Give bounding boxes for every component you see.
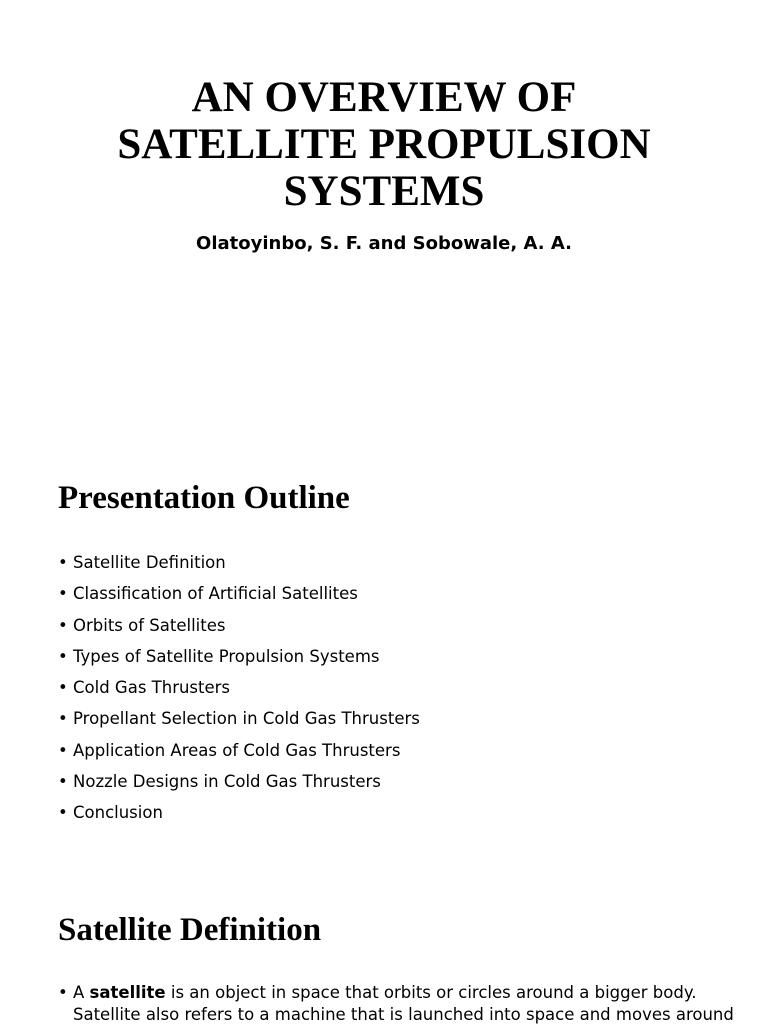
definition-heading: Satellite Definition: [58, 912, 322, 948]
outline-item-label: Orbits of Satellites: [73, 615, 226, 635]
outline-item: [58, 706, 420, 737]
bullet-icon: •: [58, 615, 68, 635]
outline-item: [58, 550, 420, 581]
outline-item: [58, 738, 420, 769]
outline-slide: [0, 434, 768, 868]
bullet-icon: •: [58, 803, 68, 823]
outline-item-label: Nozzle Designs in Cold Gas Thrusters: [73, 772, 381, 792]
title-line-3: SYSTEMS: [283, 168, 485, 215]
title-line-2: SATELLITE PROPULSION: [117, 121, 651, 168]
outline-item-label: Satellite Definition: [73, 553, 226, 572]
outline-item-label: Cold Gas Thrusters: [73, 678, 231, 698]
outline-item: [58, 581, 420, 612]
outline-item-label: Classification of Artificial Satellites: [73, 584, 358, 604]
presentation-title: [40, 74, 728, 215]
bullet-icon: •: [58, 772, 68, 792]
outline-heading: Presentation Outline: [58, 480, 350, 516]
outline-item-label: Application Areas of Cold Gas Thrusters: [73, 740, 401, 760]
bullet-icon: •: [58, 584, 68, 604]
outline-item: [58, 800, 420, 831]
outline-item-label: Propellant Selection in Cold Gas Thrusters: [73, 709, 420, 729]
authors-subtitle: Olatoyinbo, S. F. and Sobowale, A. A.: [196, 233, 572, 254]
definition-slide: [0, 868, 768, 1024]
outline-item-label: Types of Satellite Propulsion Systems: [73, 646, 380, 666]
bullet-icon: •: [58, 709, 68, 729]
bullet-icon: •: [58, 553, 68, 572]
bullet-icon: •: [58, 678, 68, 698]
outline-item: [58, 613, 420, 644]
definition-term: satellite: [89, 983, 166, 1002]
definition-line-2: Satellite also refers to a machine that is launched into space and moves around: [73, 1005, 734, 1024]
bullet-icon: •: [58, 983, 68, 1002]
bullet-icon: •: [58, 646, 68, 666]
bullet-icon: •: [58, 740, 68, 760]
title-slide: [0, 0, 768, 434]
outline-list: [58, 550, 420, 832]
definition-paragraph: [58, 982, 734, 1024]
outline-item: [58, 675, 420, 706]
title-line-1: AN OVERVIEW OF: [191, 74, 577, 121]
outline-item: [58, 769, 420, 800]
outline-item: [58, 644, 420, 675]
definition-text: is an object in space that orbits or circles around a bigger body.: [165, 983, 697, 1002]
definition-line-1: [58, 982, 718, 1004]
outline-item-label: Conclusion: [73, 803, 163, 823]
definition-prefix: A: [73, 983, 90, 1002]
